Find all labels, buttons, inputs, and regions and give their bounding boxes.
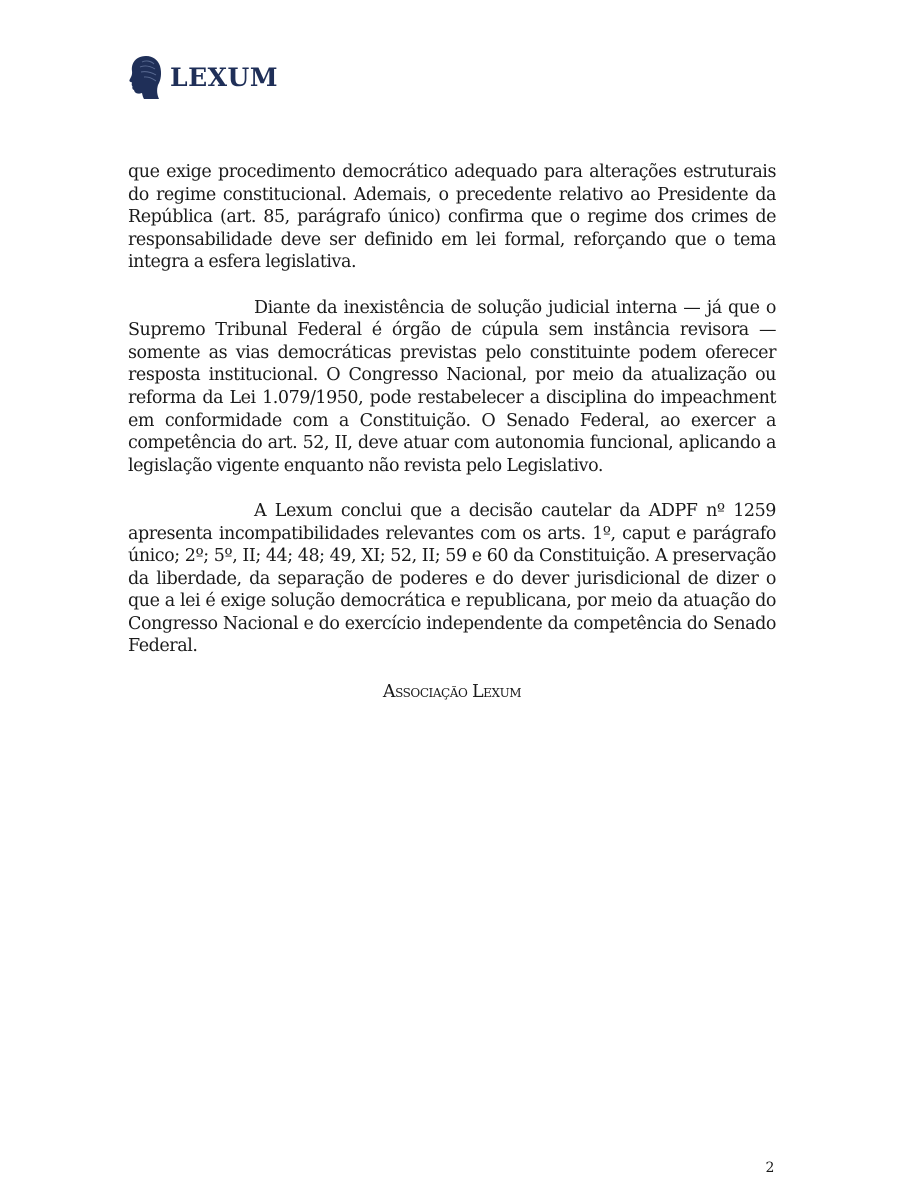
document-body — [128, 161, 776, 703]
profile-head-logo-icon — [128, 54, 162, 100]
paragraph-conclusion: A Lexum conclui que a decisão cautelar da ADPF nº 1259 apresenta incompatibilidades relevantes com os arts. 1º, caput e parágrafo único; 2º; 5º, II; 44; 48; 49, XI; 52, II; 59 e 60 da Constituição. A preservação da liberdade, da separação de poderes e do dever jurisdicional de dizer o que a lei é exige solução democrática e republicana, por meio da atuação do Congresso Nacional e do exercício independente da competência do Senado Federal. — [128, 500, 776, 657]
document-header — [128, 54, 278, 100]
paragraph-continuation: que exige procedimento democrático adequado para alterações estruturais do regime constitucional. Ademais, o precedente relativo ao Presidente da República (art. 85, parágrafo único) confirma que o regime dos crimes de responsabilidade deve ser definido em lei formal, reforçando que o tema integra a esfera legislativa. — [128, 162, 776, 273]
page-number: 2 — [765, 1160, 775, 1176]
brand-name: LEXUM — [170, 62, 279, 92]
paragraph-judicial-solution: Diante da inexistência de solução judicial interna — já que o Supremo Tribunal Federal é órgão de cúpula sem instância revisora — somente as vias democráticas previstas pelo constituinte podem oferecer resposta institucional. O Congresso Nacional, por meio da atualização ou reforma da Lei 1.079/1950, pode restabelecer a disciplina do impeachment em conformidade com a Constituição. O Senado Federal, ao exercer a competência do art. 52, II, deve atuar com autonomia funcional, aplicando a legislação vigente enquanto não revista pelo Legislativo. — [128, 297, 776, 476]
signature: Associação Lexum — [382, 681, 522, 702]
